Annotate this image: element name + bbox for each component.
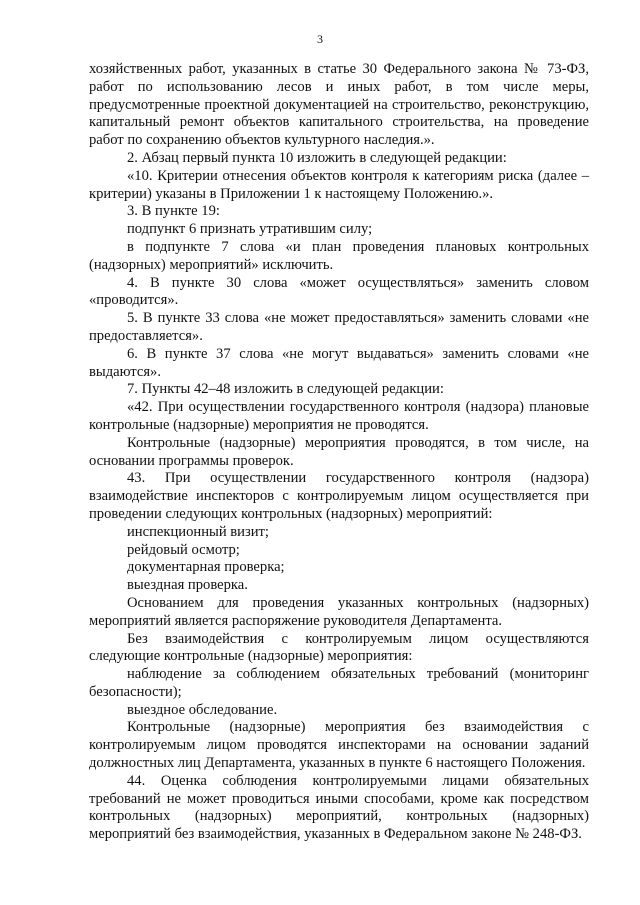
paragraph: выездная проверка. [127,577,248,594]
paragraph: «10. Критерии отнесения объектов контроля к категориям риска (далее – критерии) указаны в Приложении 1 к настоящему Положению.». [89,167,589,202]
paragraph: рейдовый осмотр; [127,541,240,558]
paragraph: выездное обследование. [127,701,278,718]
paragraph: 2. Абзац первый пункта 10 изложить в следующей редакции: [127,149,507,166]
paragraph: хозяйственных работ, указанных в статье 30 Федерального закона № 73-ФЗ, работ по использованию лесов и иных работ, в том числе меры, предусмотренные проектной документацией на строительство, реконструкцию, капитальный ремонт объектов капитального строительства, на проведение работ по сохранению объектов культурного наследия.». [89,61,589,149]
paragraph: 3. В пункте 19: [127,203,220,220]
paragraph: «42. При осуществлении государственного контроля (надзора) плановые контрольные (надзорные) мероприятия не проводятся. [89,399,589,433]
paragraph: 43. При осуществлении государственного контроля (надзора) взаимодействие инспекторов с контролируемым лицом осуществляется при проведении следующих контрольных (надзорных) мероприятий: [89,470,589,522]
document-body [89,61,589,844]
paragraph: наблюдение за соблюдением обязательных требований (мониторинг безопасности); [89,666,589,700]
paragraph: 7. Пункты 42–48 изложить в следующей редакции: [127,381,444,398]
paragraph: в подпункте 7 слова «и план проведения плановых контрольных (надзорных) мероприятий» исключить. [89,238,589,273]
paragraph: инспекционный визит; [127,523,269,540]
paragraph: Без взаимодействия с контролируемым лицом осуществляются следующие контрольные (надзорные) мероприятия: [89,630,589,665]
paragraph: 44. Оценка соблюдения контролируемыми лицами обязательных требований не может проводиться иными способами, кроме как посредством контрольных (надзорных) мероприятий, контрольных (надзорных) мероприятий без взаимодействия, указанных в Федеральном законе № 248-ФЗ. [89,772,589,843]
paragraph: Контрольные (надзорные) мероприятия без взаимодействия с контролируемым лицом проводятся инспекторами на основании заданий должностных лиц Департамента, указанных в пункте 6 настоящего Положения. [89,719,589,772]
paragraph: Основанием для проведения указанных контрольных (надзорных) мероприятий является распоряжение руководителя Департамента. [89,594,589,629]
paragraph: 4. В пункте 30 слова «может осуществляться» заменить словом «проводится». [89,274,589,309]
paragraph: подпункт 6 признать утратившим силу; [127,221,373,238]
paragraph: Контрольные (надзорные) мероприятия проводятся, в том числе, на основании программы проверок. [89,434,589,469]
paragraph: документарная проверка; [127,559,285,576]
paragraph: 6. В пункте 37 слова «не могут выдаваться» заменить словами «не выдаются». [89,345,589,380]
page-number: 3 [317,32,323,46]
paragraph: 5. В пункте 33 слова «не может предоставляться» заменить словами «не предоставляется». [89,310,589,344]
